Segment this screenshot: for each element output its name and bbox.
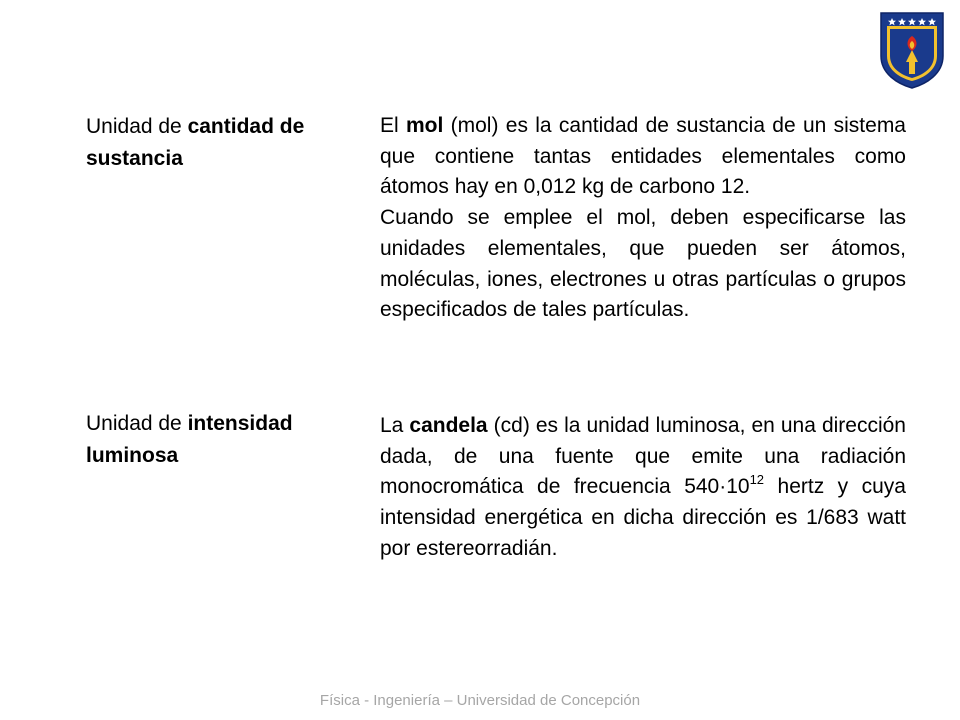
unit-term-prefix: Unidad de (86, 115, 188, 138)
unit-term (86, 111, 348, 175)
unit-definition (380, 111, 906, 326)
definition-intro: El (380, 114, 406, 137)
unit-definition (380, 411, 906, 565)
unit-term-bold: cantidad de sustancia (86, 115, 305, 170)
unit-term-bold: intensidad luminosa (86, 412, 293, 467)
definition-paragraph (380, 411, 906, 565)
university-crest-icon (878, 10, 946, 90)
footer-text: Física - Ingeniería – Universidad de Concepción (319, 692, 641, 709)
definition-intro: La (380, 414, 410, 437)
definition-paragraph-2: Cuando se emplee el mol, deben especificarse las unidades elementales, que pueden ser átomos, moléculas, iones, electrones u otras partículas o grupos especificados de tales partículas. (380, 206, 906, 322)
unit-name: mol (405, 114, 444, 137)
unit-name: candela (409, 414, 488, 437)
definition-paragraph (380, 111, 906, 203)
unit-term (86, 408, 348, 472)
frequency-exponent: 12 (749, 472, 765, 488)
definition-text: (cd) es la unidad luminosa, en una dirección dada, de una fuente que emite una radiación monocromática de frecuencia 540·10 (380, 414, 906, 499)
definition-text-tail: hertz y cuya intensidad energética en dicha dirección es 1/683 watt por estereorradián. (380, 475, 906, 560)
unit-term-prefix: Unidad de (86, 412, 188, 435)
definition-text: (mol) es la cantidad de sustancia de un sistema que contiene tantas entidades elementales como átomos hay en 0,012 kg de carbono 12. (380, 114, 906, 199)
